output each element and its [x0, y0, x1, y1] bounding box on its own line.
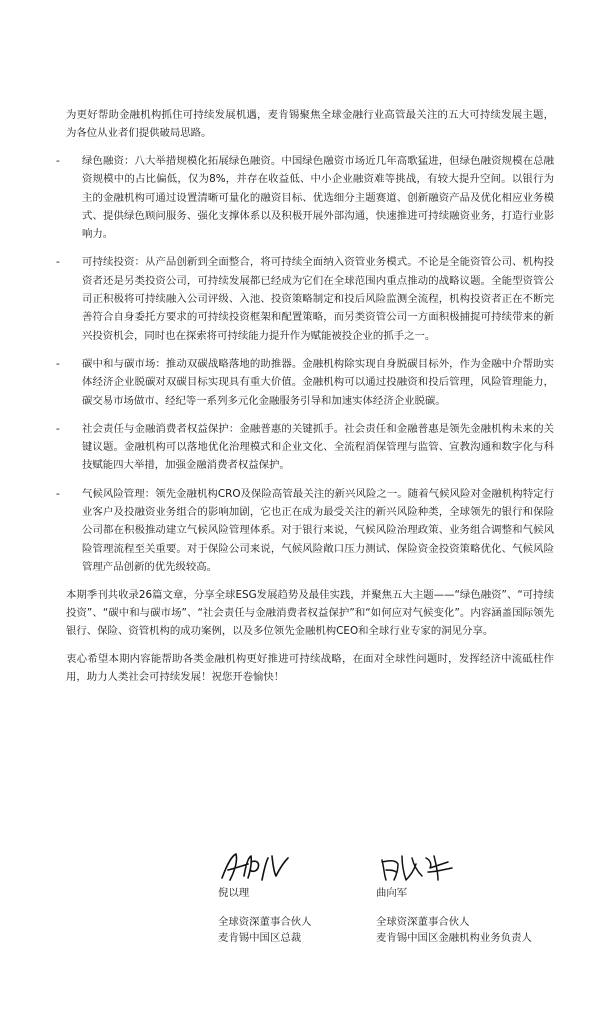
signature-block — [218, 850, 578, 944]
closing-paragraph: 衷心希望本期内容能帮助各类金融机构更好推进可持续战略，在面对全球性问题时，发挥经济中流砥柱作用，助力人类社会可持续发展！祝您开卷愉快！ — [66, 653, 554, 684]
handwritten-signature-2 — [376, 850, 466, 886]
list-item-text: 碳中和与碳市场：推动双碳战略落地的助推器。金融机构除实现自身脱碳目标外，作为金融中介帮助实体经济企业脱碳对双碳目标实现具有重大价值。金融机构可以通过投融资和投后管理，风险管理能力，碳交易市场做市、经纪等一系列多元化金融服务引导和加速实体经济企业脱碳。 — [82, 357, 554, 407]
signatory-title: 全球资深董事合伙人 — [218, 916, 312, 928]
list-item — [56, 485, 554, 576]
list-item-text: 气候风险管理：领先金融机构CRO及保险高管最关注的新兴风险之一。随着气候风险对金融机构特定行业客户及投融资业务组合的影响加剧，它也正在成为最受关注的新兴风险种类，全球领先的银行和保险公司都在积极推动建立气候风险管理体系。对于银行来说，气候风险治理政策、业务组合调整和气候风险管理流程至关重要。对于保险公司来说，气候风险敞口压力测试、保险资金投资策略优化、气候风险管理产品创新的优先级较高。 — [82, 487, 554, 573]
list-item — [56, 355, 554, 410]
bullet-marker: - — [56, 256, 60, 269]
signatory-name: 倪以理 — [218, 887, 250, 899]
list-item — [56, 253, 554, 344]
list-item — [56, 420, 554, 475]
bullet-marker: - — [56, 422, 60, 435]
list-item-text: 可持续投资：从产品创新到全面整合，将可持续全面纳入资管业务模式。不论是全能资管公司、机构投资者还是另类投资公司，可持续发展都已经成为它们在全球范围内重点推动的战略议题。全能型资管公司正积极将可持续融入公司评级、入池、投资策略制定和投后风险监测全流程，机构投资者正在不断完善符合自身委托方要求的可持续投资框架和配置策略，而另类资管公司一方面积极捕捉可持续带来的新兴投资机会，同时也在探索将可持续能力提升作为赋能被投企业的抓手之一。 — [82, 256, 554, 342]
bullet-marker: - — [56, 487, 60, 500]
list-item — [56, 152, 554, 243]
theme-list — [56, 152, 554, 576]
letter-body — [56, 106, 554, 696]
signatory-2 — [376, 850, 576, 946]
signatory-title: 全球资深董事合伙人 — [376, 916, 470, 928]
handwritten-signature-1 — [218, 850, 308, 886]
bullet-marker: - — [56, 155, 60, 167]
bullet-marker: - — [56, 357, 60, 370]
signatory-org: 麦肯锡中国区金融机构业务负责人 — [376, 932, 532, 944]
list-item-text: 社会责任与金融消费者权益保护：金融普惠的关键抓手。社会责任和金融普惠是领先金融机构未来的关键议题。金融机构可以落地优化治理模式和企业文化、全流程消保管理与监管、宣教沟通和数字化与科技赋能四大举措，加强金融消费者权益保护。 — [82, 422, 554, 472]
list-item-text: 绿色融资：八大举措规模化拓展绿色融资。中国绿色融资市场近几年高歌猛进，但绿色融资规模在总融资规模中的占比偏低，仅为8%，并存在收益低、中小企业融资难等挑战，有较大提升空间。以银行为主的金融机构可通过设置清晰可量化的融资目标、优选细分主题赛道、创新融资产品及优化相应业务模式、提供绿色顾问服务、强化支撑体系以及积极开展外部沟通，快速推进可持续融资业务，打造行业影响力。 — [82, 155, 554, 241]
signatory-name: 曲向军 — [376, 887, 408, 899]
intro-paragraph: 为更好帮助金融机构抓住可持续发展机遇，麦肯锡聚焦全球金融行业高管最关注的五大可持续发展主题，为各位从业者们提供破局思路。 — [66, 109, 554, 139]
summary-paragraph: 本期季刊共收录26篇文章，分享全球ESG发展趋势及最佳实践，并聚焦五大主题——“绿色融资”、“可持续投资”、“碳中和与碳市场”、“社会责任与金融消费者权益保护”和“如何应对气候变化”。内容涵盖国际领先银行、保险、资管机构的成功案例，以及多位领先金融机构CEO和全球行业专家的洞见分享。 — [66, 589, 554, 638]
signatory-org: 麦肯锡中国区总裁 — [218, 932, 302, 944]
